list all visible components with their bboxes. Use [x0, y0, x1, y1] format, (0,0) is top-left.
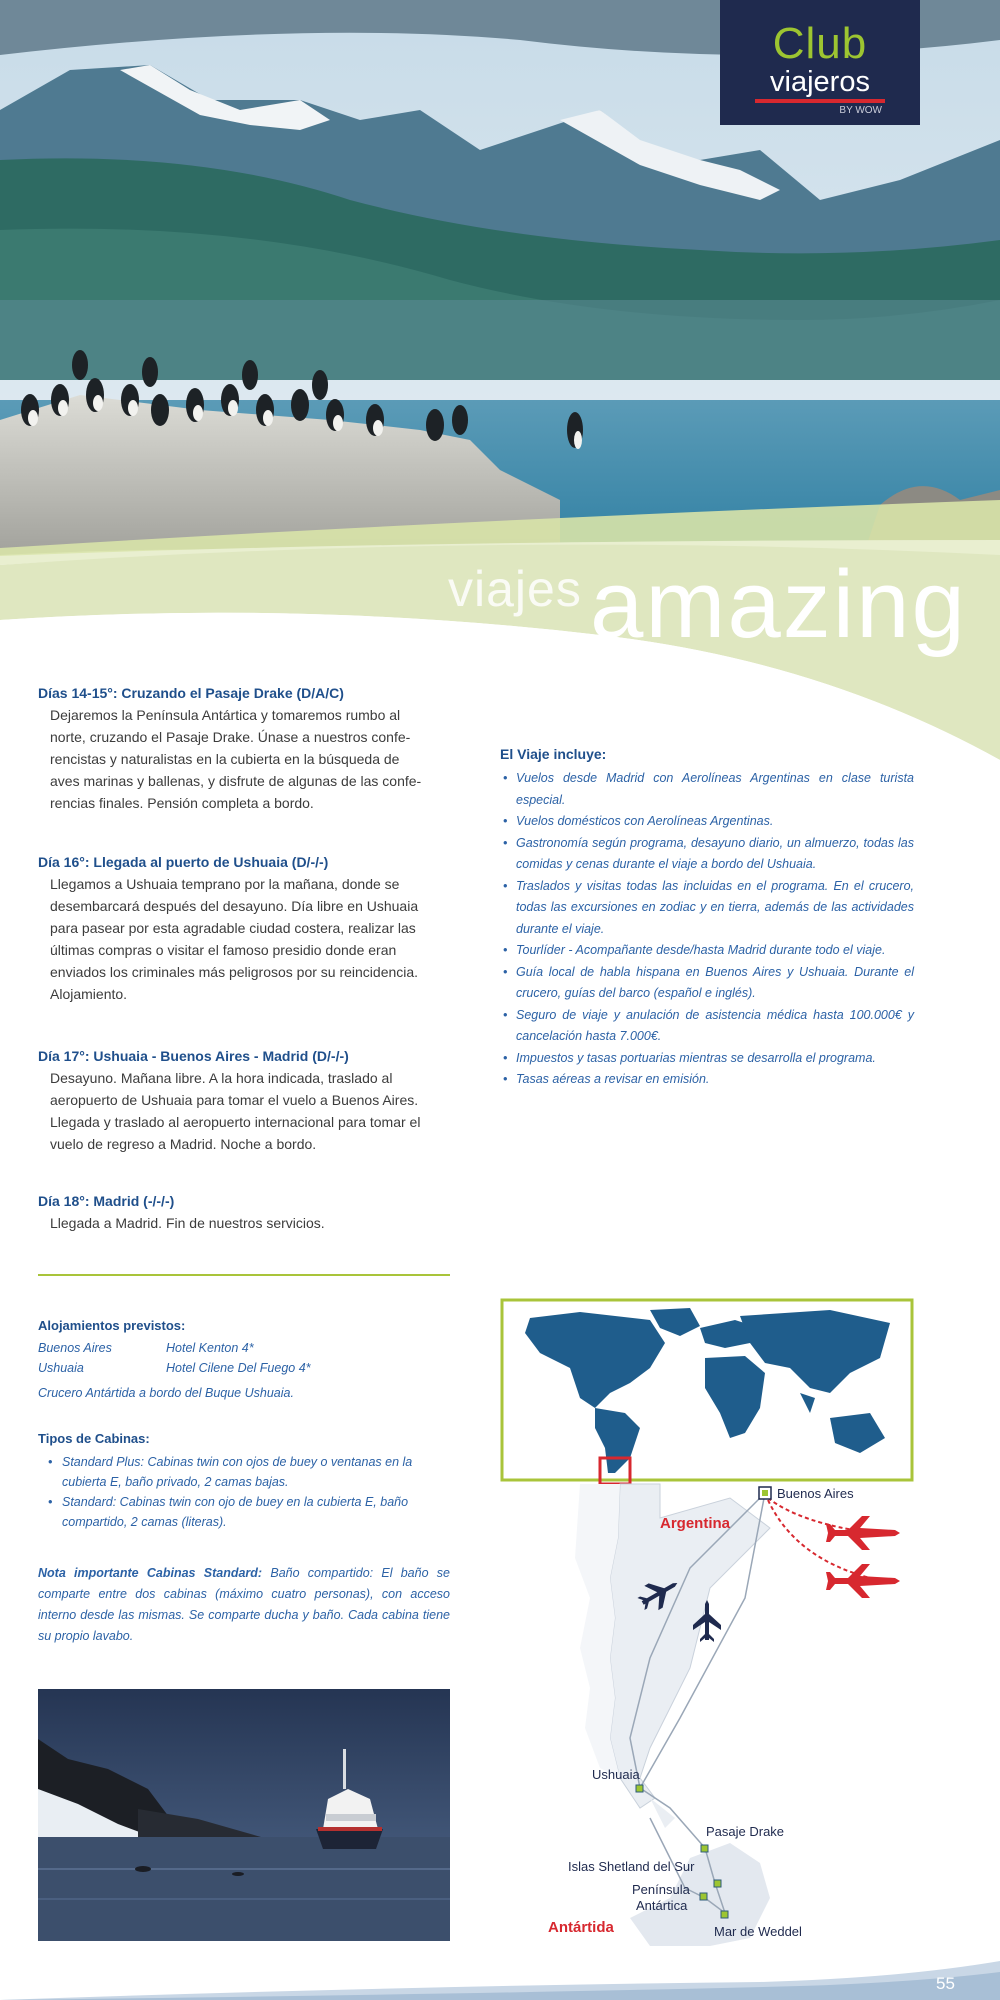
page-number: 55 [936, 1974, 955, 1993]
day-line: rencias finales. Pensión completa a bordo. [50, 795, 314, 811]
section-divider [38, 1274, 450, 1276]
day-line: rencistas y naturalistas en la cubierta en la búsqueda de [50, 751, 400, 767]
label-antartica: Antártica [636, 1898, 688, 1913]
map-marker [714, 1880, 721, 1887]
includes-title: El Viaje incluye: [500, 746, 607, 762]
route-map [500, 1298, 914, 1950]
includes-item: • Gastronomía según programa, desayuno diario, un almuerzo, todas las comidas y cenas durante el viaje a bordo del Ushuaia. [500, 833, 914, 876]
day-text [38, 873, 450, 1005]
day-line: aves marinas y ballenas, y disfrute de algunas de las confe- [50, 773, 422, 789]
logo-red-bar [755, 99, 885, 103]
cabins-note [38, 1563, 450, 1647]
day-line: para pasear por esta agradable ciudad costera, realizar las [50, 920, 416, 936]
includes-item: • Vuelos domésticos con Aerolíneas Argentinas. [500, 811, 914, 833]
cabin-item: • Standard Plus: Cabinas twin con ojos de buey o ventanas en la cubierta E, baño privado, 2 camas bajas. [38, 1452, 458, 1492]
day-line: vuelo de regreso a Madrid. Noche a bordo. [50, 1136, 317, 1152]
club-viajeros-logo [720, 0, 920, 125]
day-title: Día 18°: Madrid (-/-/-) [38, 1193, 175, 1209]
day-line: norte, cruzando el Pasaje Drake. Únase a nuestros confe- [50, 729, 411, 745]
itinerary-day-18 [38, 1193, 450, 1234]
day-line: Llegada y traslado al aeropuerto internacional para tomar el [50, 1114, 421, 1130]
day-line: Llegamos a Ushuaia temprano por la mañana, donde se [50, 876, 400, 892]
includes-item: • Tourlíder - Acompañante desde/hasta Madrid durante todo el viaje. [500, 940, 914, 962]
includes-item: • Vuelos desde Madrid con Aerolíneas Argentinas en clase turista especial. [500, 768, 914, 811]
day-title: Día 16°: Llegada al puerto de Ushuaia (D/-/-) [38, 854, 329, 870]
day-line: desembarcará después del desayuno. Día libre en Ushuaia [50, 898, 419, 914]
label-islas-shetland: Islas Shetland del Sur [568, 1859, 695, 1874]
day-line: aeropuerto de Ushuaia para tomar el vuelo a Buenos Aires. [50, 1092, 419, 1108]
cabins-list [38, 1452, 458, 1532]
day-line: Llegada a Madrid. Fin de nuestros servicios. [50, 1215, 325, 1231]
map-marker [701, 1845, 708, 1852]
day-line: Dejaremos la Península Antártica y tomaremos rumbo al [50, 707, 401, 723]
includes-item: • Guía local de habla hispana en Buenos Aires y Ushuaia. Durante el crucero, guías del barco (español e inglés). [500, 962, 914, 1005]
day-title: Días 14-15°: Cruzando el Pasaje Drake (D/A/C) [38, 685, 344, 701]
tagline-amazing: amazing [590, 551, 967, 658]
lodging-hotel: Hotel Cilene Del Fuego 4* [166, 1361, 311, 1375]
day-line: Alojamiento. [50, 986, 128, 1002]
lodging-cruise: Crucero Antártida a bordo del Buque Ushuaia. [38, 1386, 294, 1400]
day-text [38, 1067, 450, 1155]
day-title: Día 17°: Ushuaia - Buenos Aires - Madrid (D/-/-) [38, 1048, 349, 1064]
map-marker [700, 1893, 707, 1900]
label-buenos-aires: Buenos Aires [777, 1486, 854, 1501]
includes-list [500, 768, 914, 1091]
includes-item: • Seguro de viaje y anulación de asistencia médica hasta 100.000€ y cancelación hasta 7.000€. [500, 1005, 914, 1048]
includes-item: • Impuestos y tasas portuarias mientras se desarrolla el programa. [500, 1048, 914, 1070]
note-text: Baño compartido: El baño se comparte entre dos cabinas (máximo cuatro personas), con acceso interno desde las mismas. Se comparte ducha y baño. Cada cabina tiene su propio lavabo. [38, 1566, 450, 1643]
label-antartida: Antártida [548, 1919, 614, 1936]
label-argentina: Argentina [660, 1515, 731, 1532]
day-text [38, 704, 450, 814]
day-line: enviados los criminales más peligrosos por su reincidencia. [50, 964, 419, 980]
footer-wave [0, 1956, 1000, 2000]
includes-item: • Traslados y visitas todas las incluidas en el programa. En el crucero, todas las excursiones en zodiac y en tierra, además de las actividades durante el viaje. [500, 876, 914, 941]
itinerary-day-17 [38, 1048, 450, 1155]
lodging-city: Buenos Aires [38, 1341, 112, 1355]
lodging-title: Alojamientos previstos: [38, 1318, 186, 1333]
label-ushuaia: Ushuaia [592, 1767, 640, 1782]
cabin-item: • Standard: Cabinas twin con ojo de buey en la cubierta E, baño compartido, 2 camas (literas). [38, 1492, 458, 1532]
label-pasaje-drake: Pasaje Drake [706, 1824, 785, 1839]
logo-club-text: Club [772, 19, 868, 68]
map-marker [759, 1487, 771, 1499]
lodging-city: Ushuaia [38, 1361, 84, 1375]
day-line: Desayuno. Mañana libre. A la hora indicada, traslado al [50, 1070, 393, 1086]
logo-by-text: BY WOW [839, 105, 882, 116]
ship-photo [38, 1689, 450, 1941]
day-text [38, 1212, 450, 1234]
tagline-viajes: viajes [448, 561, 582, 617]
day-line: últimas compras o visitar el famoso presidio donde eran [50, 942, 397, 958]
includes-item: • Tasas aéreas a revisar en emisión. [500, 1069, 914, 1091]
map-marker [636, 1785, 643, 1792]
itinerary-day-14-15 [38, 685, 450, 814]
lodging-hotel: Hotel Kenton 4* [166, 1341, 254, 1355]
logo-viajeros-text: viajeros [770, 66, 870, 98]
label-peninsula: Península [632, 1882, 690, 1897]
itinerary-day-16 [38, 854, 450, 1005]
cabins-title: Tipos de Cabinas: [38, 1431, 150, 1446]
note-label: Nota importante Cabinas Standard: [38, 1566, 263, 1580]
map-marker [721, 1911, 728, 1918]
label-mar-de-weddel: Mar de Weddel [714, 1924, 802, 1939]
